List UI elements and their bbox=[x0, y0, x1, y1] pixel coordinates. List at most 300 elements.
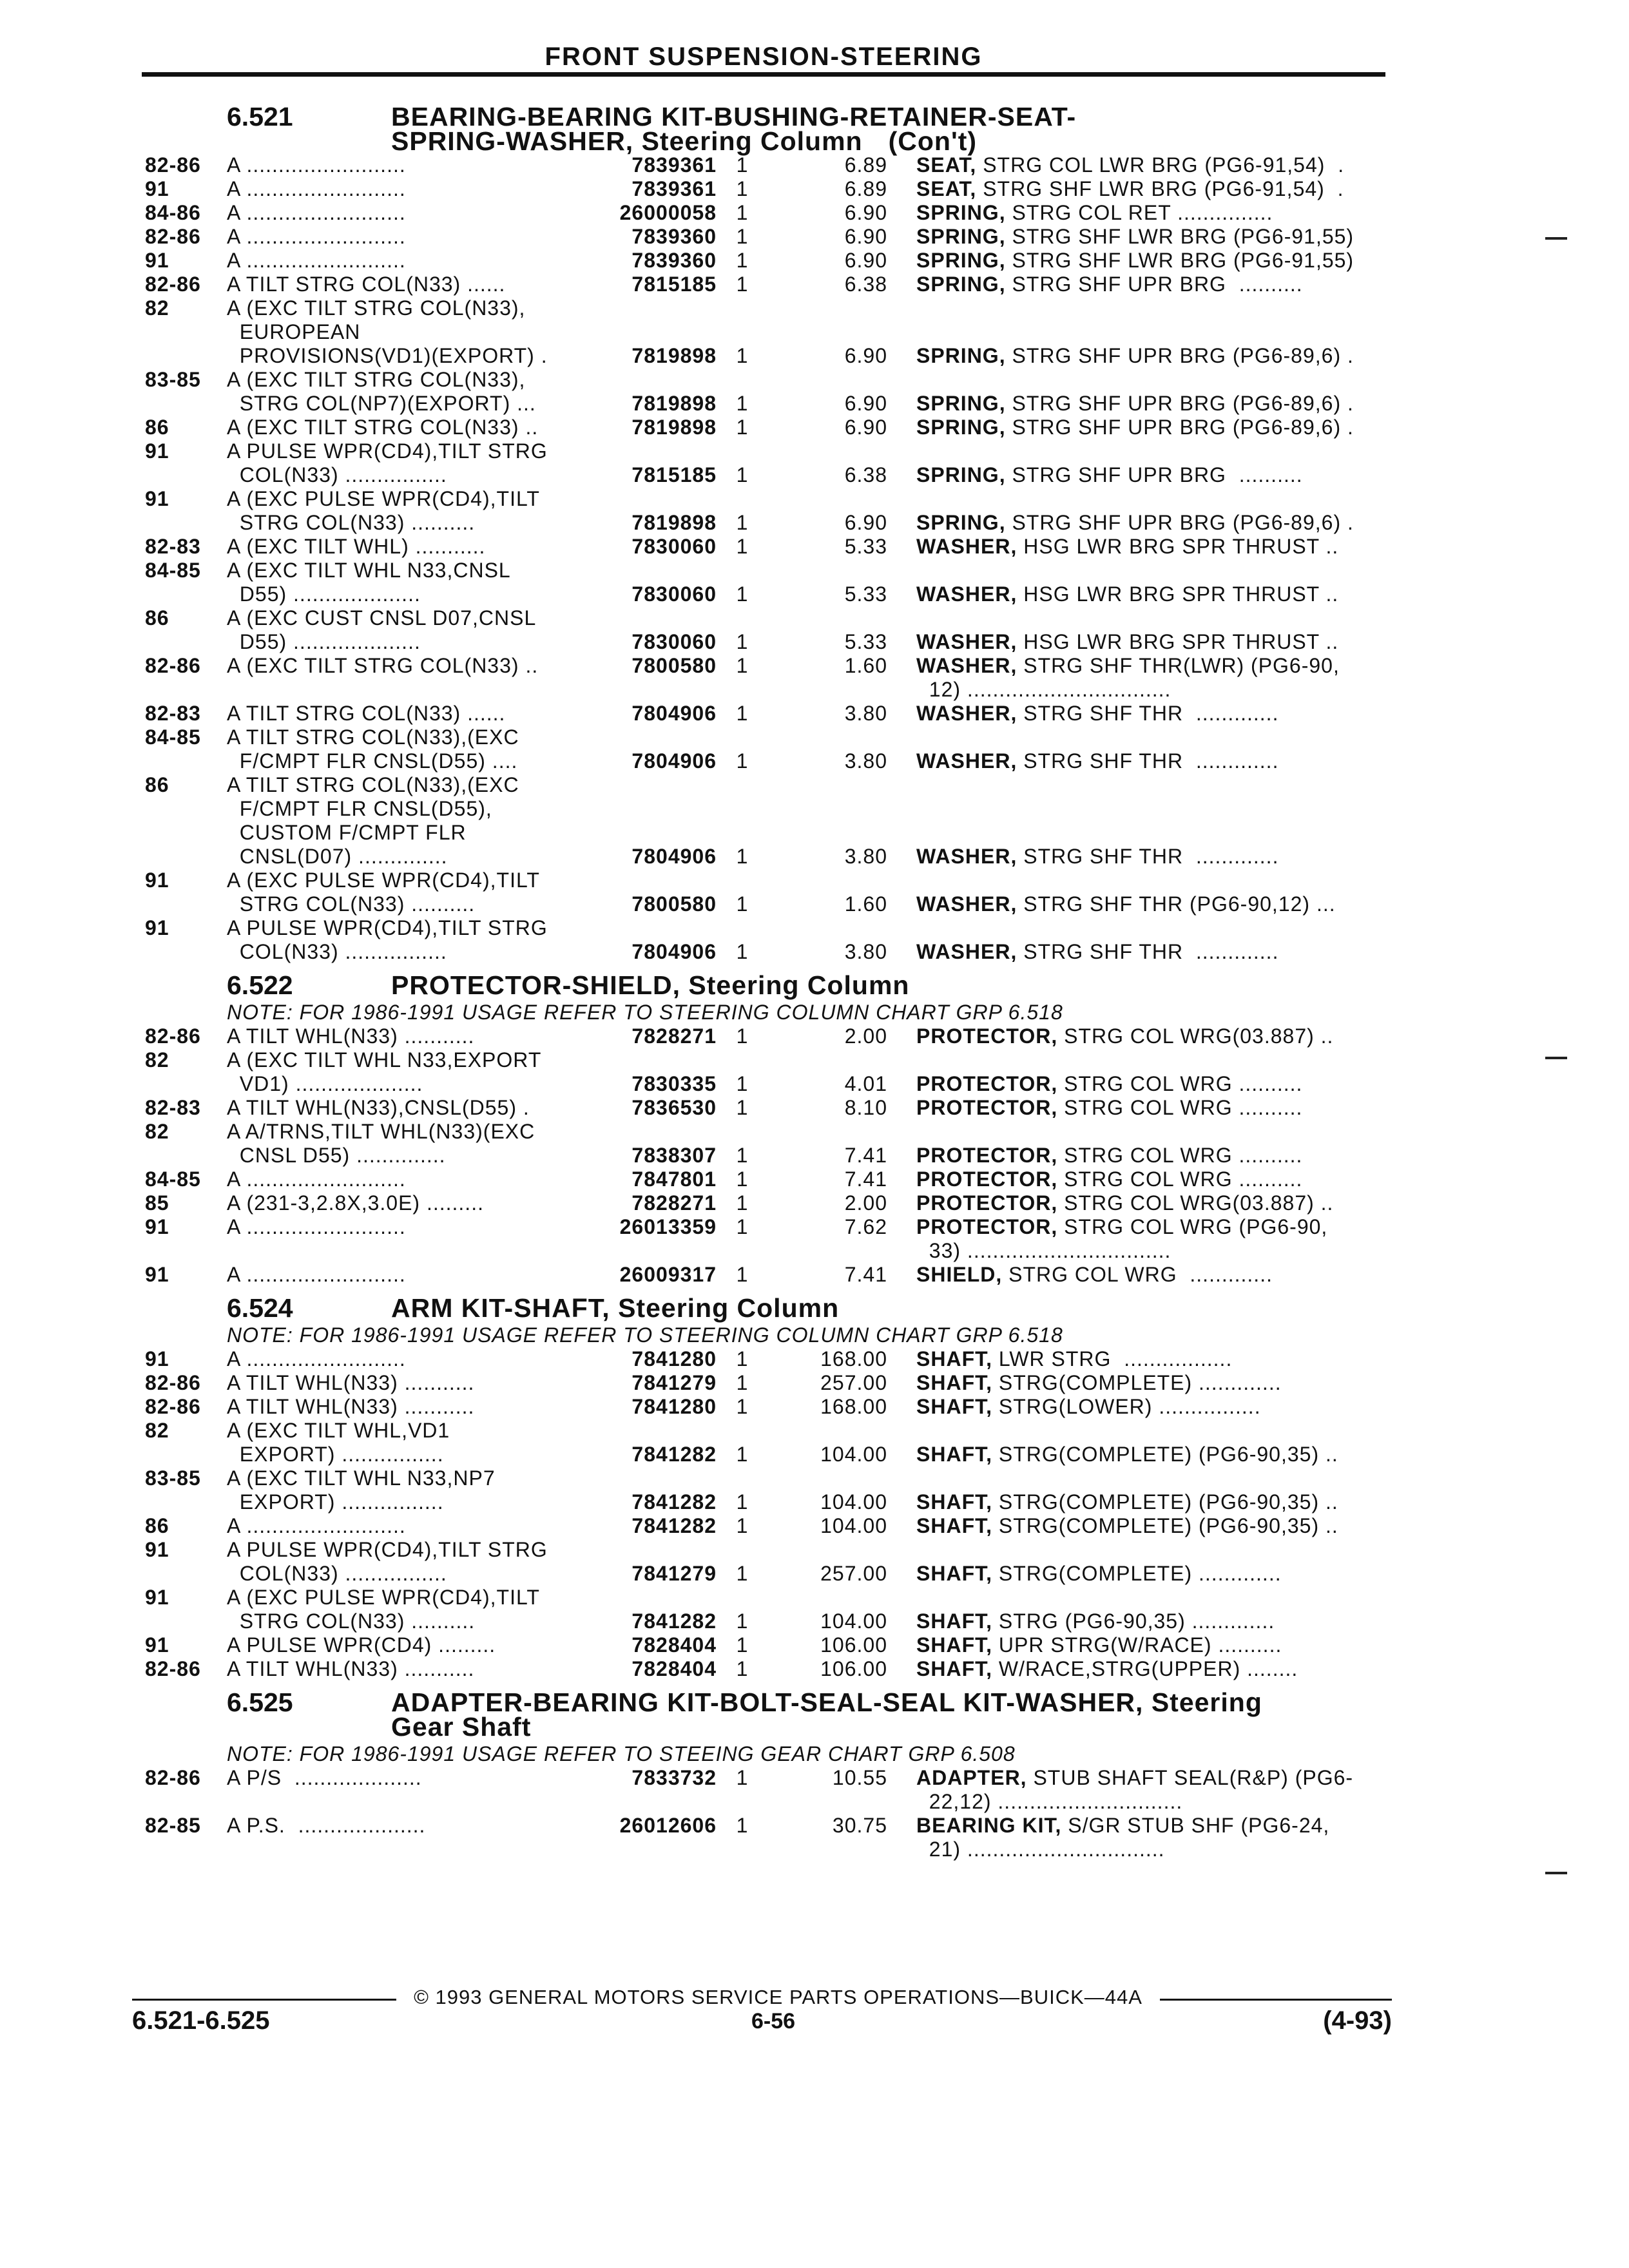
quantity: 1 bbox=[736, 511, 749, 534]
model-years bbox=[145, 1562, 227, 1586]
part-name bbox=[916, 153, 1385, 177]
quantity: 1 bbox=[736, 749, 749, 773]
part-name-detail: STRG SHF THR ............. bbox=[1017, 702, 1279, 725]
part-name bbox=[916, 1790, 1385, 1814]
application-description: A PULSE WPR(CD4),TILT STRG bbox=[227, 1538, 548, 1561]
part-name-detail: 22,12) ............................. bbox=[916, 1790, 1183, 1813]
model-years: 91 bbox=[145, 869, 169, 892]
part-name bbox=[916, 1215, 1385, 1239]
price bbox=[768, 1790, 916, 1814]
part-name-bold: SPRING, bbox=[916, 273, 1006, 296]
model-years: 86 bbox=[145, 1514, 169, 1537]
quantity bbox=[717, 1048, 768, 1072]
quantity bbox=[717, 296, 768, 320]
model-years: 91 bbox=[145, 487, 169, 510]
part-name bbox=[916, 606, 1385, 630]
model-years: 82-86 bbox=[145, 1024, 201, 1048]
part-number: 7830060 bbox=[631, 630, 717, 653]
price bbox=[768, 797, 916, 821]
part-name-detail: STRG SHF THR (PG6-90,12) ... bbox=[1017, 892, 1336, 916]
price: 4.01 bbox=[844, 1072, 887, 1095]
part-name-bold: SHAFT, bbox=[916, 1514, 992, 1537]
quantity: 1 bbox=[736, 177, 749, 200]
part-name-detail: 12) ................................ bbox=[916, 678, 1171, 701]
application-description bbox=[227, 1838, 591, 1861]
application-description: EUROPEAN bbox=[227, 320, 361, 343]
quantity: 1 bbox=[736, 582, 749, 606]
section-title bbox=[391, 102, 1385, 156]
part-name-bold: WASHER, bbox=[916, 630, 1017, 653]
section-number: 6.522 bbox=[227, 970, 293, 1000]
part-row bbox=[145, 1766, 1385, 1790]
quantity bbox=[717, 1120, 768, 1144]
application-description: CNSL D55) .............. bbox=[227, 1144, 446, 1167]
part-row bbox=[145, 582, 1385, 606]
application-description: F/CMPT FLR CNSL(D55) .... bbox=[227, 749, 518, 773]
part-row bbox=[145, 1790, 1385, 1814]
price: 5.33 bbox=[844, 630, 887, 653]
part-row bbox=[145, 749, 1385, 773]
part-row bbox=[145, 726, 1385, 749]
application-description: F/CMPT FLR CNSL(D55), bbox=[227, 797, 492, 820]
price: 1.60 bbox=[844, 654, 887, 677]
page-header: FRONT SUSPENSION-STEERING bbox=[545, 43, 983, 71]
model-years bbox=[145, 1239, 227, 1263]
part-number: 7819898 bbox=[631, 416, 717, 439]
part-name bbox=[916, 1263, 1385, 1287]
price bbox=[768, 821, 916, 845]
part-name-bold: SHAFT, bbox=[916, 1490, 992, 1514]
application-description: A TILT STRG COL(N33) ...... bbox=[227, 702, 506, 725]
model-years bbox=[145, 821, 227, 845]
application-description: A ......................... bbox=[227, 201, 406, 224]
quantity: 1 bbox=[736, 1215, 749, 1238]
part-number: 7828271 bbox=[631, 1191, 717, 1215]
part-row bbox=[145, 1048, 1385, 1072]
part-name-detail: STRG SHF UPR BRG (PG6-89,6) . bbox=[1005, 416, 1354, 439]
part-name bbox=[916, 535, 1385, 559]
part-name-detail: STRG SHF THR ............. bbox=[1017, 940, 1279, 963]
part-name-bold: WASHER, bbox=[916, 892, 1017, 916]
application-description: A (EXC TILT WHL) ........... bbox=[227, 535, 486, 558]
part-name bbox=[916, 1610, 1385, 1633]
part-row bbox=[145, 416, 1385, 439]
model-years: 82 bbox=[145, 1048, 169, 1072]
part-name-detail: STRG COL WRG .......... bbox=[1057, 1168, 1303, 1191]
part-row bbox=[145, 177, 1385, 201]
price: 6.90 bbox=[844, 416, 887, 439]
quantity: 1 bbox=[736, 535, 749, 558]
model-years: 82 bbox=[145, 1120, 169, 1143]
part-row bbox=[145, 1586, 1385, 1610]
part-name bbox=[916, 1191, 1385, 1215]
part-number bbox=[591, 559, 717, 582]
model-years: 91 bbox=[145, 916, 169, 939]
part-name-bold: WASHER, bbox=[916, 654, 1017, 677]
part-name-bold: WASHER, bbox=[916, 940, 1017, 963]
part-name bbox=[916, 177, 1385, 201]
application-description: A TILT WHL(N33) ........... bbox=[227, 1024, 475, 1048]
part-row bbox=[145, 1144, 1385, 1168]
price: 104.00 bbox=[820, 1443, 887, 1466]
quantity bbox=[717, 368, 768, 392]
application-description: A ......................... bbox=[227, 177, 406, 200]
quantity bbox=[717, 1538, 768, 1562]
part-row bbox=[145, 821, 1385, 845]
application-description: COL(N33) ................ bbox=[227, 1562, 447, 1585]
application-description: EXPORT) ................ bbox=[227, 1490, 444, 1514]
part-name-bold: PROTECTOR, bbox=[916, 1024, 1058, 1048]
section-heading bbox=[145, 1687, 1385, 1742]
application-description: A (EXC TILT STRG COL(N33) .. bbox=[227, 654, 539, 677]
price: 3.80 bbox=[844, 845, 887, 868]
quantity: 1 bbox=[736, 1562, 749, 1585]
part-name bbox=[916, 1096, 1385, 1120]
application-description: A (EXC PULSE WPR(CD4),TILT bbox=[227, 869, 540, 892]
part-number: 7819898 bbox=[631, 511, 717, 534]
model-years: 82-86 bbox=[145, 273, 201, 296]
model-years: 82-86 bbox=[145, 225, 201, 248]
model-years bbox=[145, 392, 227, 416]
price: 7.41 bbox=[844, 1263, 887, 1286]
part-name-detail: S/GR STUB SHF (PG6-24, bbox=[1061, 1814, 1330, 1837]
application-description: A P.S. .................... bbox=[227, 1814, 426, 1837]
part-number: 7828271 bbox=[631, 1024, 717, 1048]
part-name bbox=[916, 1371, 1385, 1395]
part-row bbox=[145, 344, 1385, 368]
price bbox=[768, 1239, 916, 1263]
part-name-bold: PROTECTOR, bbox=[916, 1215, 1058, 1238]
price: 6.90 bbox=[844, 201, 887, 224]
part-name bbox=[916, 892, 1385, 916]
part-name bbox=[916, 1586, 1385, 1610]
part-name bbox=[916, 1239, 1385, 1263]
model-years: 82 bbox=[145, 296, 169, 320]
price bbox=[768, 678, 916, 702]
part-number bbox=[591, 1838, 717, 1861]
part-number bbox=[591, 296, 717, 320]
part-name-detail: STRG SHF UPR BRG (PG6-89,6) . bbox=[1005, 344, 1354, 367]
model-years bbox=[145, 1072, 227, 1096]
part-name-detail: STRG COL WRG (PG6-90, bbox=[1057, 1215, 1328, 1238]
part-name bbox=[916, 630, 1385, 654]
part-name bbox=[916, 1466, 1385, 1490]
model-years: 91 bbox=[145, 1586, 169, 1609]
application-description: CUSTOM F/CMPT FLR bbox=[227, 821, 467, 844]
quantity: 1 bbox=[736, 1766, 749, 1789]
usage-note: NOTE: FOR 1986-1991 USAGE REFER TO STEERING COLUMN CHART GRP 6.518 bbox=[227, 1001, 1063, 1024]
part-row bbox=[145, 559, 1385, 582]
application-description: A ......................... bbox=[227, 1514, 406, 1537]
part-name bbox=[916, 940, 1385, 964]
part-name-bold: SPRING, bbox=[916, 201, 1006, 224]
application-description: A A/TRNS,TILT WHL(N33)(EXC bbox=[227, 1120, 535, 1143]
quantity: 1 bbox=[736, 1371, 749, 1394]
quantity: 1 bbox=[736, 1657, 749, 1680]
quantity: 1 bbox=[736, 1610, 749, 1633]
application-description: A PULSE WPR(CD4),TILT STRG bbox=[227, 916, 548, 939]
part-number: 7830060 bbox=[631, 582, 717, 606]
section-number: 6.525 bbox=[227, 1687, 293, 1717]
part-name bbox=[916, 1838, 1385, 1861]
part-name bbox=[916, 1657, 1385, 1681]
part-name-bold: PROTECTOR, bbox=[916, 1096, 1058, 1119]
part-name bbox=[916, 916, 1385, 940]
application-description: A TILT STRG COL(N33) ...... bbox=[227, 273, 506, 296]
part-name-detail: STRG SHF THR ............. bbox=[1017, 749, 1279, 773]
part-name-bold: SHAFT, bbox=[916, 1610, 992, 1633]
part-name-bold: SHIELD, bbox=[916, 1263, 1003, 1286]
model-years: 82-86 bbox=[145, 153, 201, 177]
quantity bbox=[717, 916, 768, 940]
application-description: A TILT WHL(N33) ........... bbox=[227, 1371, 475, 1394]
part-name-detail: STRG SHF THR(LWR) (PG6-90, bbox=[1017, 654, 1340, 677]
quantity: 1 bbox=[736, 249, 749, 272]
application-description: A P/S .................... bbox=[227, 1766, 422, 1789]
part-number: 7830335 bbox=[631, 1072, 717, 1095]
part-name bbox=[916, 296, 1385, 320]
part-name bbox=[916, 678, 1385, 702]
part-number: 7828404 bbox=[631, 1633, 717, 1657]
application-description: COL(N33) ................ bbox=[227, 463, 447, 486]
model-years bbox=[145, 940, 227, 964]
section-heading bbox=[145, 1293, 1385, 1323]
price: 106.00 bbox=[820, 1633, 887, 1657]
application-description: A (231-3,2.8X,3.0E) ......... bbox=[227, 1191, 484, 1215]
section-title-line: ARM KIT-SHAFT, Steering Column bbox=[391, 1293, 840, 1323]
part-row bbox=[145, 940, 1385, 964]
model-years: 82-85 bbox=[145, 1814, 201, 1837]
part-number: 7841279 bbox=[631, 1562, 717, 1585]
model-years: 91 bbox=[145, 249, 169, 272]
part-name bbox=[916, 1072, 1385, 1096]
part-name bbox=[916, 582, 1385, 606]
quantity bbox=[717, 773, 768, 797]
part-row bbox=[145, 1466, 1385, 1490]
part-name bbox=[916, 439, 1385, 463]
part-number bbox=[591, 773, 717, 797]
quantity bbox=[717, 869, 768, 892]
model-years bbox=[145, 630, 227, 654]
model-years: 84-86 bbox=[145, 201, 201, 224]
margin-tick bbox=[1545, 1057, 1567, 1059]
part-number bbox=[591, 1586, 717, 1610]
part-name bbox=[916, 1120, 1385, 1144]
part-name-bold: BEARING KIT, bbox=[916, 1814, 1062, 1837]
price: 3.80 bbox=[844, 702, 887, 725]
section-number: 6.524 bbox=[227, 1293, 293, 1323]
quantity bbox=[717, 487, 768, 511]
part-name bbox=[916, 201, 1385, 225]
price bbox=[768, 726, 916, 749]
part-row bbox=[145, 1024, 1385, 1048]
part-row bbox=[145, 1838, 1385, 1861]
application-description: A (EXC TILT STRG COL(N33), bbox=[227, 296, 526, 320]
section-title-line bbox=[391, 126, 1385, 156]
price: 5.33 bbox=[844, 535, 887, 558]
application-description bbox=[227, 678, 591, 702]
quantity: 1 bbox=[736, 630, 749, 653]
quantity: 1 bbox=[736, 1514, 749, 1537]
part-row bbox=[145, 1490, 1385, 1514]
model-years: 91 bbox=[145, 1215, 169, 1238]
price: 5.33 bbox=[844, 582, 887, 606]
application-description: D55) .................... bbox=[227, 582, 421, 606]
application-description: D55) .................... bbox=[227, 630, 421, 653]
part-number: 7833732 bbox=[631, 1766, 717, 1789]
price: 6.38 bbox=[844, 463, 887, 486]
part-row bbox=[145, 1072, 1385, 1096]
part-name bbox=[916, 392, 1385, 416]
part-number: 7815185 bbox=[631, 273, 717, 296]
part-name-detail: STRG SHF LWR BRG (PG6-91,54) . bbox=[976, 177, 1344, 200]
part-row bbox=[145, 392, 1385, 416]
quantity: 1 bbox=[736, 654, 749, 677]
application-description: A TILT WHL(N33) ........... bbox=[227, 1395, 475, 1418]
part-name bbox=[916, 225, 1385, 249]
part-number: 7841282 bbox=[631, 1514, 717, 1537]
part-row bbox=[145, 1562, 1385, 1586]
quantity: 1 bbox=[736, 940, 749, 963]
model-years bbox=[145, 1610, 227, 1633]
part-name-detail: STRG SHF UPR BRG (PG6-89,6) . bbox=[1005, 511, 1354, 534]
part-row bbox=[145, 797, 1385, 821]
section-title-line: PROTECTOR-SHIELD, Steering Column bbox=[391, 970, 910, 1000]
part-row bbox=[145, 845, 1385, 869]
application-description: A PULSE WPR(CD4),TILT STRG bbox=[227, 439, 548, 463]
price bbox=[768, 296, 916, 320]
price bbox=[768, 320, 916, 344]
price bbox=[768, 1466, 916, 1490]
part-name bbox=[916, 726, 1385, 749]
part-row bbox=[145, 296, 1385, 320]
part-row bbox=[145, 273, 1385, 296]
part-name bbox=[916, 797, 1385, 821]
quantity: 1 bbox=[736, 1443, 749, 1466]
part-name bbox=[916, 702, 1385, 726]
price: 7.41 bbox=[844, 1144, 887, 1167]
application-description: A (EXC TILT STRG COL(N33), bbox=[227, 368, 526, 391]
model-years: 91 bbox=[145, 1347, 169, 1370]
part-name bbox=[916, 320, 1385, 344]
price: 106.00 bbox=[820, 1657, 887, 1680]
price: 168.00 bbox=[820, 1347, 887, 1370]
part-name bbox=[916, 1024, 1385, 1048]
application-description: VD1) .................... bbox=[227, 1072, 423, 1095]
part-number: 7838307 bbox=[631, 1144, 717, 1167]
price bbox=[768, 1048, 916, 1072]
part-name-detail: STRG COL WRG .......... bbox=[1057, 1096, 1303, 1119]
section-heading bbox=[145, 970, 1385, 1000]
part-number: 7819898 bbox=[631, 392, 717, 415]
quantity bbox=[717, 439, 768, 463]
application-description: A ......................... bbox=[227, 1168, 406, 1191]
price bbox=[768, 869, 916, 892]
part-number: 7804906 bbox=[631, 845, 717, 868]
application-description: A (EXC TILT WHL N33,EXPORT bbox=[227, 1048, 542, 1072]
part-name bbox=[916, 1168, 1385, 1191]
application-description: A TILT WHL(N33) ........... bbox=[227, 1657, 475, 1680]
part-name-detail: STRG(COMPLETE) (PG6-90,35) .. bbox=[992, 1514, 1338, 1537]
model-years: 85 bbox=[145, 1191, 169, 1215]
part-number bbox=[591, 1538, 717, 1562]
part-name-detail: HSG LWR BRG SPR THRUST .. bbox=[1017, 535, 1339, 558]
part-number: 7839360 bbox=[631, 249, 717, 272]
section-heading bbox=[145, 102, 1385, 156]
part-number bbox=[591, 1120, 717, 1144]
price: 2.00 bbox=[844, 1024, 887, 1048]
part-name bbox=[916, 249, 1385, 273]
part-name bbox=[916, 1514, 1385, 1538]
footer-rule bbox=[132, 1999, 396, 2001]
part-name-detail: STRG SHF THR ............. bbox=[1017, 845, 1279, 868]
part-name-detail: STRG COL RET ............... bbox=[1005, 201, 1273, 224]
part-number: 26000058 bbox=[619, 201, 717, 224]
part-number: 7804906 bbox=[631, 702, 717, 725]
quantity bbox=[717, 821, 768, 845]
part-name-detail: STRG SHF LWR BRG (PG6-91,55) bbox=[1005, 249, 1354, 272]
part-number bbox=[591, 869, 717, 892]
quantity: 1 bbox=[736, 416, 749, 439]
application-description: A TILT STRG COL(N33),(EXC bbox=[227, 773, 519, 796]
application-description: STRG COL(N33) .......... bbox=[227, 892, 476, 916]
part-name bbox=[916, 1443, 1385, 1466]
part-row bbox=[145, 892, 1385, 916]
price: 6.90 bbox=[844, 392, 887, 415]
model-years bbox=[145, 511, 227, 535]
part-row bbox=[145, 1395, 1385, 1419]
application-description: A TILT STRG COL(N33),(EXC bbox=[227, 726, 519, 749]
part-name bbox=[916, 1347, 1385, 1371]
quantity: 1 bbox=[736, 1633, 749, 1657]
quantity: 1 bbox=[736, 1168, 749, 1191]
price: 168.00 bbox=[820, 1395, 887, 1418]
quantity: 1 bbox=[736, 1490, 749, 1514]
application-description: STRG COL(NP7)(EXPORT) ... bbox=[227, 392, 536, 415]
part-row bbox=[145, 1657, 1385, 1681]
model-years: 82-86 bbox=[145, 1657, 201, 1680]
quantity: 1 bbox=[736, 463, 749, 486]
model-years: 82 bbox=[145, 1419, 169, 1442]
footer-section-range: 6.521-6.525 bbox=[132, 2006, 270, 2035]
part-row bbox=[145, 1239, 1385, 1263]
part-number bbox=[591, 1419, 717, 1443]
application-description: A (EXC TILT WHL N33,CNSL bbox=[227, 559, 511, 582]
application-description: PROVISIONS(VD1)(EXPORT) . bbox=[227, 344, 548, 367]
model-years: 86 bbox=[145, 773, 169, 796]
application-description: A ......................... bbox=[227, 225, 406, 248]
part-row bbox=[145, 1191, 1385, 1215]
part-number: 26013359 bbox=[619, 1215, 717, 1238]
part-row bbox=[145, 1419, 1385, 1443]
price: 3.80 bbox=[844, 940, 887, 963]
part-number: 7841282 bbox=[631, 1443, 717, 1466]
application-description: A TILT WHL(N33),CNSL(D55) . bbox=[227, 1096, 530, 1119]
application-description: A (EXC CUST CNSL D07,CNSL bbox=[227, 606, 537, 629]
part-number: 7836530 bbox=[631, 1096, 717, 1119]
part-name-bold: SHAFT, bbox=[916, 1633, 992, 1657]
quantity bbox=[717, 726, 768, 749]
part-number: 7804906 bbox=[631, 749, 717, 773]
footer-date-code: (4-93) bbox=[1323, 2006, 1392, 2035]
price bbox=[768, 916, 916, 940]
part-row bbox=[145, 535, 1385, 559]
part-number: 7819898 bbox=[631, 344, 717, 367]
footer-copyright: © 1993 GENERAL MOTORS SERVICE PARTS OPERATIONS—BUICK—44A bbox=[414, 1986, 1142, 2008]
application-description: A ......................... bbox=[227, 1347, 406, 1370]
part-name bbox=[916, 845, 1385, 869]
price: 7.41 bbox=[844, 1168, 887, 1191]
